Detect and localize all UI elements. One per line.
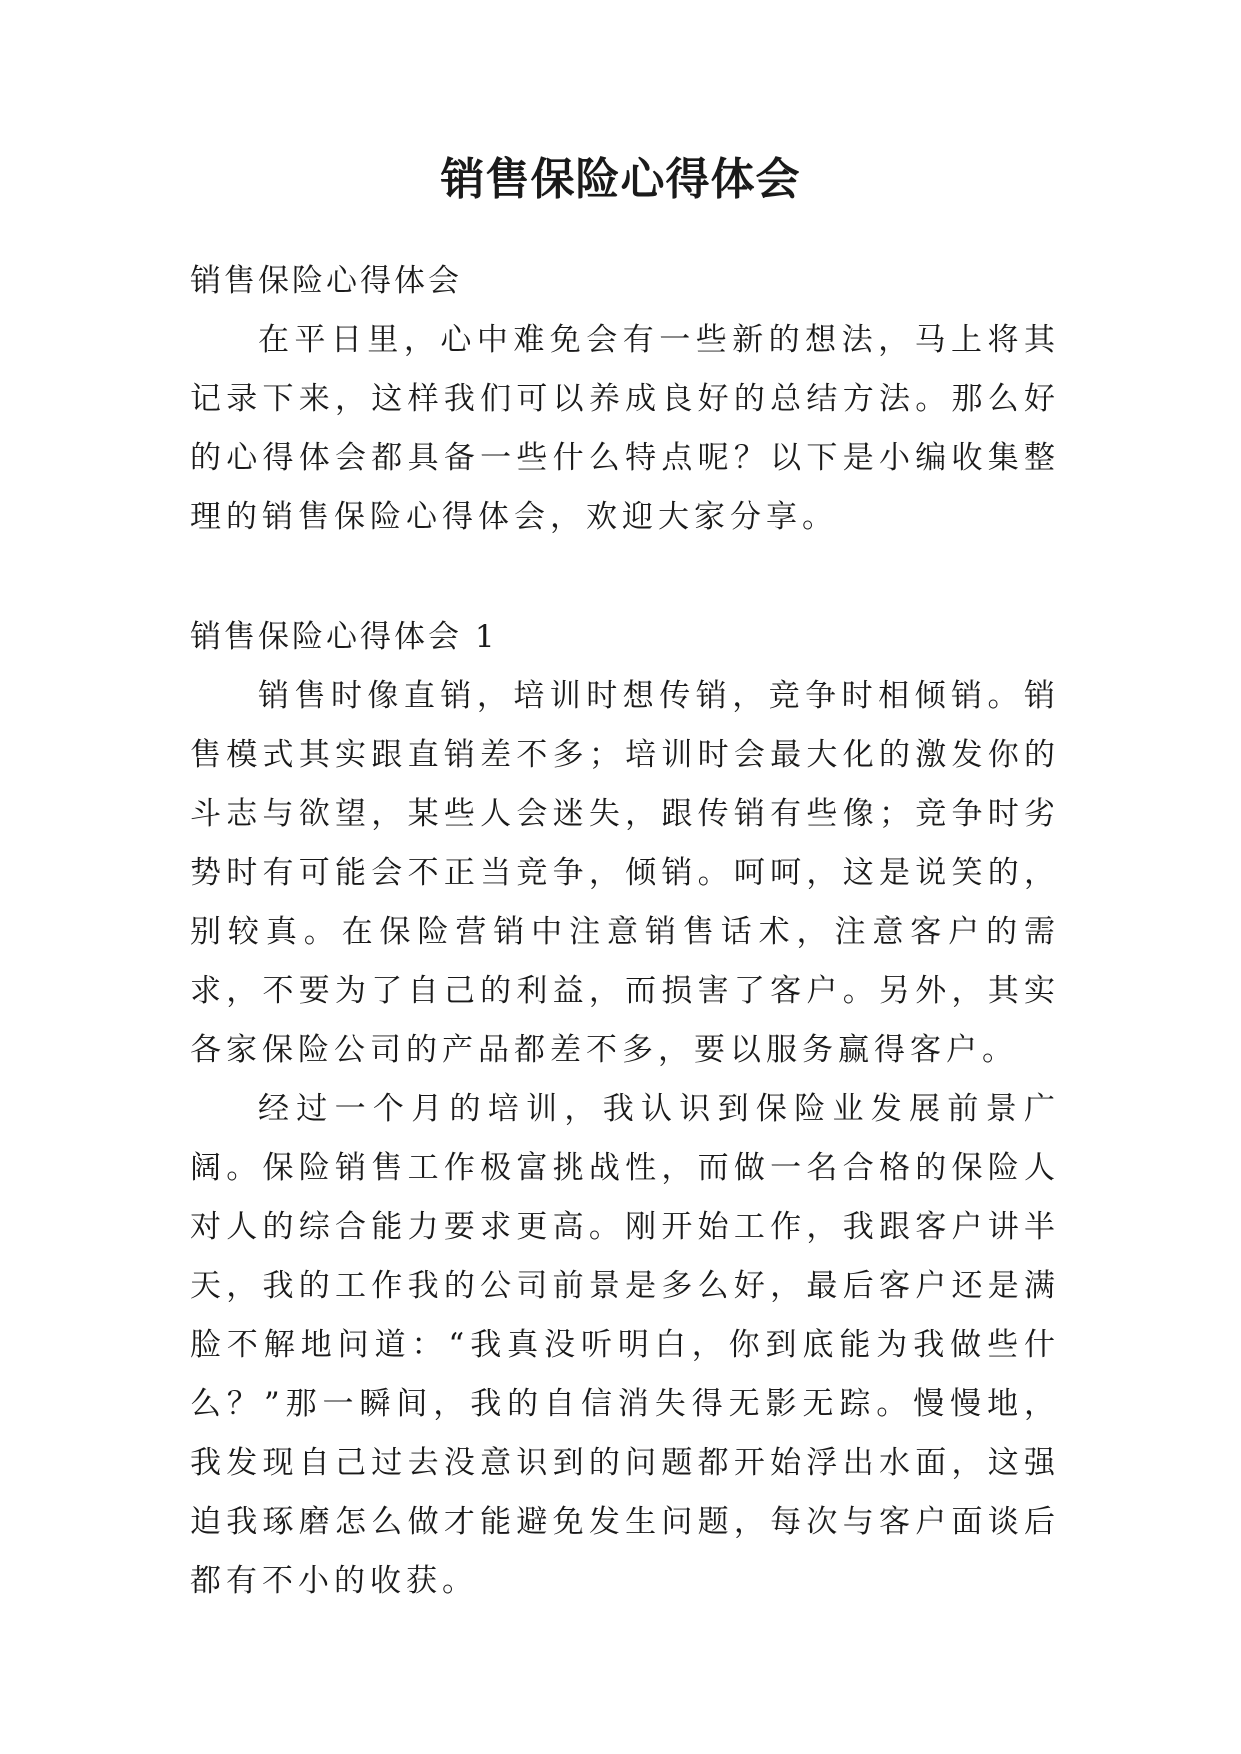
document-body [190,252,1060,1611]
section1-paragraph-2: 经过一个月的培训，我认识到保险业发展前景广阔。保险销售工作极富挑战性，而做一名合格的保险人对人的综合能力要求更高。刚开始工作，我跟客户讲半天，我的工作我的公司前景是多么好，最后客户还是满脸不解地问道：“我真没听明白，你到底能为我做些什么？”那一瞬间，我的自信消失得无影无踪。慢慢地，我发现自己过去没意识到的问题都开始浮出水面，这强迫我琢磨怎么做才能避免发生问题，每次与客户面谈后都有不小的收获。 [190,1091,1060,1599]
intro-heading: 销售保险心得体会 [190,263,462,299]
intro-paragraph: 在平日里，心中难免会有一些新的想法，马上将其记录下来，这样我们可以养成良好的总结方法。那么好的心得体会都具备一些什么特点呢？以下是小编收集整理的销售保险心得体会，欢迎大家分享。 [190,322,1060,535]
section1-paragraph-1: 销售时像直销，培训时想传销，竞争时相倾销。销售模式其实跟直销差不多；培训时会最大化的激发你的斗志与欲望，某些人会迷失，跟传销有些像；竞争时劣势时有可能会不正当竞争，倾销。呵呵，这是说笑的，别较真。在保险营销中注意销售话术，注意客户的需求，不要为了自己的利益，而损害了客户。另外，其实各家保险公司的产品都差不多，要以服务赢得客户。 [190,678,1060,1068]
section1-heading: 销售保险心得体会 1 [190,619,498,655]
document-title: 销售保险心得体会 [440,154,801,205]
section-spacer [190,547,1060,608]
